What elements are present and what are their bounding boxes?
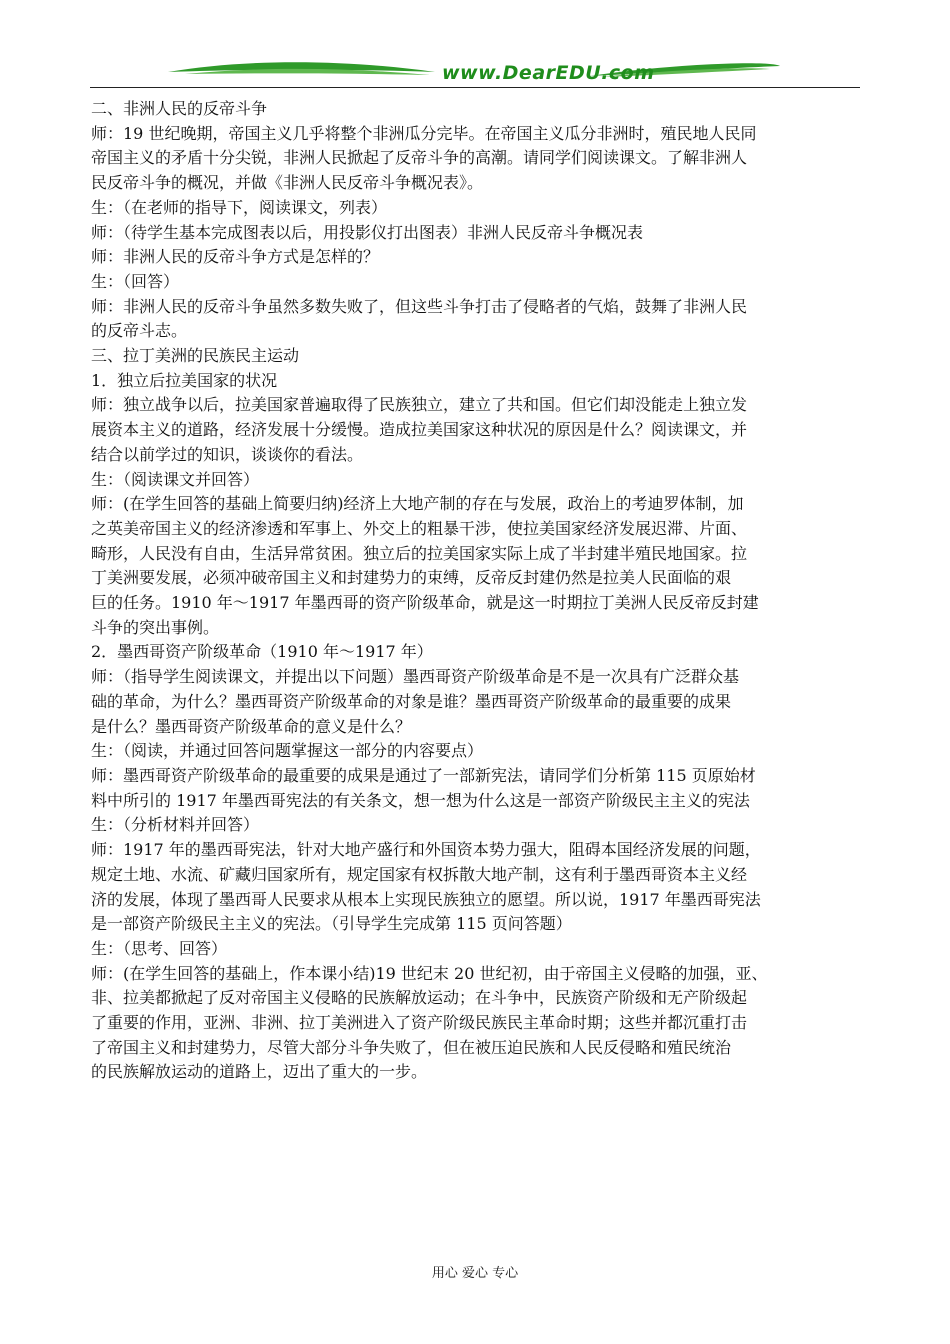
text-line: 之英美帝国主义的经济渗透和军事上、外交上的粗暴干涉，使拉美国家经济发展迟滞、片面、 <box>91 518 748 538</box>
text-line: 民反帝斗争的概况，并做《非洲人民反帝斗争概况表》。 <box>91 173 484 193</box>
text-line: 了帝国主义和封建势力，尽管大部分斗争失败了，但在被压迫民族和人民反侵略和殖民统治 <box>91 1037 732 1057</box>
text-line: 师：墨西哥资产阶级革命的最重要的成果是通过了一部新宪法，请同学们分析第 115 页原始材 <box>91 765 756 785</box>
text-line: 生：（回答） <box>91 271 180 291</box>
text-line: 生：（阅读，并通过回答问题掌握这一部分的内容要点） <box>91 741 484 761</box>
site-logo-text: www.DearEDU.com <box>442 62 655 84</box>
text-line: 师：独立战争以后，拉美国家普遍取得了民族独立，建立了共和国。但它们却没能走上独立发 <box>91 395 748 415</box>
text-line: 师：1917 年的墨西哥宪法，针对大地产盛行和外国资本势力强大，阻碍本国经济发展的问题， <box>91 840 761 860</box>
text-line: 了重要的作用，亚洲、非洲、拉丁美洲进入了资产阶级民族民主革命时期；这些并都沉重打击 <box>91 1013 748 1033</box>
text-line: 生：（思考、回答） <box>91 938 228 958</box>
text-line: 2．墨西哥资产阶级革命（1910 年～1917 年） <box>91 642 433 662</box>
document-body <box>91 97 863 1085</box>
text-line: 师：（指导学生阅读课文，并提出以下问题）墨西哥资产阶级革命是不是一次具有广泛群众基 <box>91 667 740 687</box>
text-line: 的民族解放运动的道路上，迈出了重大的一步。 <box>91 1062 428 1082</box>
text-line: 济的发展，体现了墨西哥人民要求从根本上实现民族独立的愿望。所以说，1917 年墨西哥宪法 <box>91 889 761 909</box>
text-line: 生：（在老师的指导下，阅读课文，列表） <box>91 197 388 217</box>
text-line: 丁美洲要发展，必须冲破帝国主义和封建势力的束缚，反帝反封建仍然是拉美人民面临的艰 <box>91 568 732 588</box>
text-line: 师：(在学生回答的基础上简要归纳)经济上大地产制的存在与发展，政治上的考迪罗体制，加 <box>91 494 744 514</box>
text-line: 1．独立后拉美国家的状况 <box>91 370 278 390</box>
page-footer: 用心 爱心 专心 <box>431 1266 519 1281</box>
text-line: 师：非洲人民的反帝斗争虽然多数失败了，但这些斗争打击了侵略者的气焰，鼓舞了非洲人民 <box>91 296 748 316</box>
text-line: 畸形，人民没有自由，生活异常贫困。独立后的拉美国家实际上成了半封建半殖民地国家。拉 <box>91 543 748 563</box>
text-line: 师：(在学生回答的基础上，作本课小结)19 世纪末 20 世纪初，由于帝国主义侵略的加强，亚、 <box>91 963 768 983</box>
text-line: 斗争的突出事例。 <box>91 617 220 637</box>
text-line: 生：（分析材料并回答） <box>91 815 260 835</box>
text-line: 非、拉美都掀起了反对帝国主义侵略的民族解放运动；在斗争中，民族资产阶级和无产阶级起 <box>91 988 748 1008</box>
text-line: 帝国主义的矛盾十分尖锐，非洲人民掀起了反帝斗争的高潮。请同学们阅读课文。了解非洲人 <box>91 148 748 168</box>
text-line: 师：19 世纪晚期，帝国主义几乎将整个非洲瓜分完毕。在帝国主义瓜分非洲时，殖民地人民同 <box>91 123 757 143</box>
text-line: 是什么？墨西哥资产阶级革命的意义是什么？ <box>91 716 412 736</box>
text-line: 巨的任务。1910 年～1917 年墨西哥的资产阶级革命，就是这一时期拉丁美洲人民反帝反封建 <box>91 593 759 613</box>
text-line: 础的革命，为什么？墨西哥资产阶级革命的对象是谁？墨西哥资产阶级革命的最重要的成果 <box>91 691 732 711</box>
text-line: 料中所引的 1917 年墨西哥宪法的有关条文，想一想为什么这是一部资产阶级民主主义的宪法 <box>91 790 750 810</box>
page-header <box>90 50 860 92</box>
text-line: 生：（阅读课文并回答） <box>91 469 260 489</box>
header-divider <box>90 87 860 88</box>
text-line: 规定土地、水流、矿藏归国家所有，规定国家有权拆散大地产制，这有利于墨西哥资本主义经 <box>91 864 748 884</box>
text-line: 是一部资产阶级民主主义的宪法。（引导学生完成第 115 页问答题） <box>91 914 572 934</box>
text-line: 二、非洲人民的反帝斗争 <box>91 99 268 118</box>
text-line: 师：（待学生基本完成图表以后，用投影仪打出图表）非洲人民反帝斗争概况表 <box>91 222 644 242</box>
text-line: 三、拉丁美洲的民族民主运动 <box>91 346 300 366</box>
text-line: 展资本主义的道路，经济发展十分缓慢。造成拉美国家这种状况的原因是什么？阅读课文，并 <box>91 420 748 440</box>
text-line: 的反帝斗志。 <box>91 321 188 341</box>
text-line: 结合以前学过的知识，谈谈你的看法。 <box>91 444 364 464</box>
text-line: 师：非洲人民的反帝斗争方式是怎样的？ <box>91 247 380 267</box>
